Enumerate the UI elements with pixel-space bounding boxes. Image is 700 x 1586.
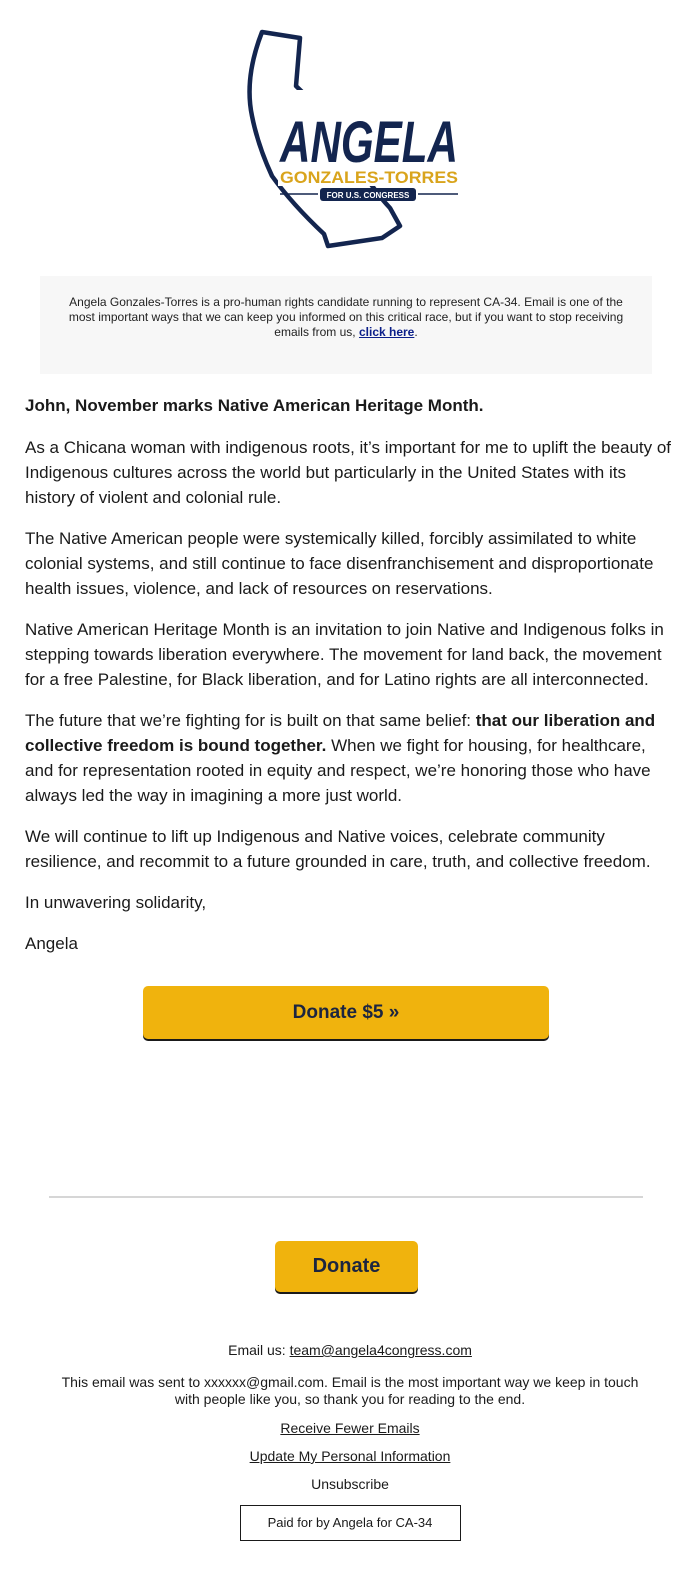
paragraph-2: The Native American people were systemically killed, forcibly assimilated to white colonial systems, and still continue to face disenfranchisement and disproportionate health issues, violence, and lack of resources on reservations. <box>25 529 654 598</box>
paragraph-4-end: When we fight for housing, for healthcare, and for representation rooted in equity and respect, we’re honoring those who have always led the way in imagining a more just world. <box>25 736 651 805</box>
california-state-logo-icon <box>232 26 472 254</box>
sent-to-notice: This email was sent to xxxxxx@gmail.com. Email is the most important way we keep in touch with people like you, so thank you for reading to the end. <box>61 1374 639 1407</box>
paragraph-4 <box>25 708 675 808</box>
logo-last-name: GONZALES-TORRES <box>280 168 458 187</box>
logo-tagline: FOR U.S. CONGRESS <box>326 191 410 200</box>
logo-first-name: ANGELA <box>278 110 458 175</box>
paragraph-4-bold: that our liberation and collective freedom is bound together. <box>25 711 656 755</box>
paragraph-1: As a Chicana woman with indigenous roots, it’s important for me to uplift the beauty of Indigenous cultures across the world but particularly in the United States with its history of violent and colonial rule. <box>25 438 672 507</box>
disclaimer-box <box>40 276 652 374</box>
email-us-line <box>0 1342 700 1359</box>
email-link[interactable]: team@angela4congress.com <box>289 1342 472 1358</box>
campaign-logo <box>0 0 700 262</box>
disclaimer-end: . <box>414 325 418 339</box>
paragraph-3: Native American Heritage Month is an invitation to join Native and Indigenous folks in stepping towards liberation everywhere. The movement for land back, the movement for a free Palestine, for Black liberation, and for Latino rights are all interconnected. <box>25 620 664 689</box>
letter-greeting: John, November marks Native American Heritage Month. <box>25 396 484 415</box>
unsubscribe-link[interactable]: Unsubscribe <box>311 1476 389 1492</box>
paid-for-box: Paid for by Angela for CA-34 <box>240 1505 461 1541</box>
paragraph-5: We will continue to lift up Indigenous and Native voices, celebrate community resilience, and recommit to a future grounded in care, truth, and collective freedom. <box>25 827 651 871</box>
letter-closing: In unwavering solidarity, <box>25 893 207 912</box>
donate-5-button[interactable]: Donate $5 » <box>143 986 549 1039</box>
donate-button[interactable]: Donate <box>275 1241 418 1292</box>
click-here-link[interactable]: click here <box>358 325 415 339</box>
footer-divider <box>49 1196 643 1198</box>
footer <box>0 1342 700 1541</box>
update-info-link[interactable]: Update My Personal Information <box>249 1448 451 1464</box>
disclaimer-text: Angela Gonzales-Torres is a pro-human rights candidate running to represent CA-34. Email is one of the most important ways that we can keep you informed on this critical race, but if you want to stop receiving emails from us, <box>68 295 624 339</box>
email-us-label: Email us: <box>228 1342 290 1358</box>
receive-fewer-emails-link[interactable]: Receive Fewer Emails <box>280 1420 420 1436</box>
paragraph-4-start: The future that we’re fighting for is built on that same belief: <box>25 711 476 730</box>
letter-body <box>25 393 675 972</box>
letter-signature: Angela <box>25 934 78 953</box>
